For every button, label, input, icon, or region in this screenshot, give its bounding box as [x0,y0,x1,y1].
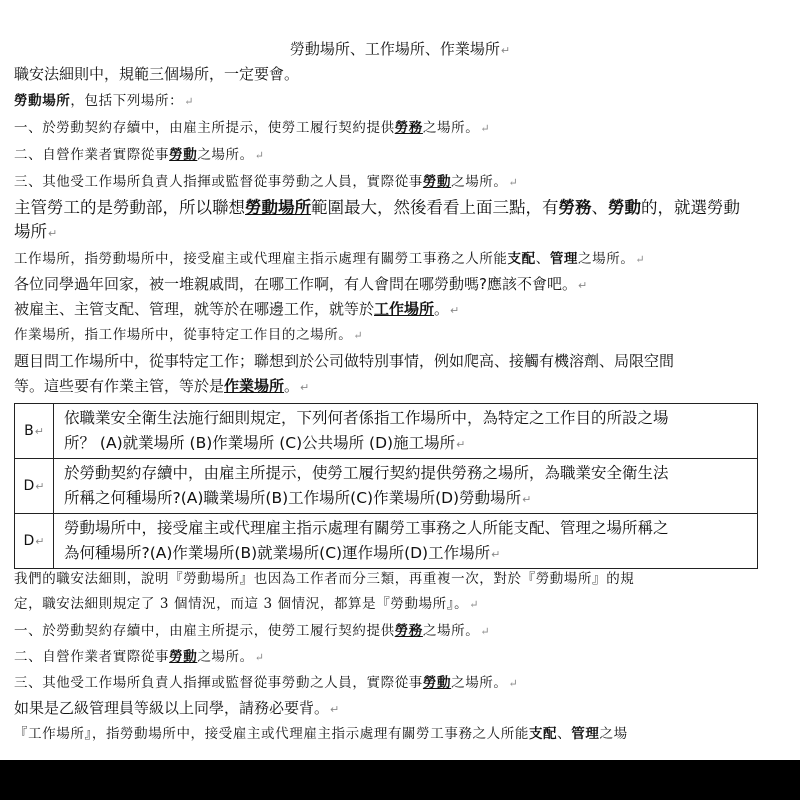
labor-item-1: 一、於勞動契約存續中，由雇主所提示，使勞工履行契約提供勞務之場所。↵ [14,120,491,136]
work-place-quote: 『工作場所』，指勞動場所中，接受雇主或代理雇主指示處理有關勞工事務之人所能支配、管理之場 [14,726,628,742]
answer-cell: D↵ [15,514,54,569]
question-cell: 勞動場所中，接受雇主或代理雇主指示處理有關勞工事務之人所能支配、管理之場所稱之 為何種場所?(A)作業場所(B)就業場所(C)運作場所(D)工作場所↵ [54,514,758,569]
labor-item-2: 二、自營作業者實際從事勞動之場所。↵ [14,147,265,163]
labor-item-repeat-1: 一、於勞動契約存續中，由雇主所提示，使勞工履行契約提供勞務之場所。↵ [14,623,491,639]
explain-work-line1: 各位同學過年回家，被一堆親戚問，在哪工作啊，有人會問在哪勞動嗎?應該不會吧。↵ [14,275,588,293]
paragraph-mark-icon: ↵ [500,44,511,57]
page-title: 勞動場所、工作場所、作業場所↵ [289,40,511,58]
recap-line2: 定，職安法細則規定了 3 個情況，而這 3 個情況，都算是『勞動場所』。↵ [14,596,480,612]
labor-item-repeat-3: 三、其他受工作場所負責人指揮或監督從事勞動之人員，實際從事勞動之場所。↵ [14,675,519,691]
labor-item-3: 三、其他受工作場所負責人指揮或監督從事勞動之人員，實際從事勞動之場所。↵ [14,174,519,190]
intro-text: 職安法細則中，規範三個場所，一定要會。 [14,65,300,83]
question-row [15,404,758,459]
work-place-definition: 工作場所，指勞動場所中，接受雇主或代理雇主指示處理有關勞工事務之人所能支配、管理之場所。↵ [14,251,646,267]
bottom-black-bar [0,760,800,800]
operation-place-definition: 作業場所，指工作場所中，從事特定工作目的之場所。↵ [14,327,364,343]
question-row [15,514,758,569]
question-cell: 於勞動契約存續中，由雇主所提示，使勞工履行契約提供勞務之場所，為職業安全衛生法 所稱之何種場所?(A)職業場所(B)工作場所(C)作業場所(D)勞動場所↵ [54,459,758,514]
level-b-note: 如果是乙級管理員等級以上同學，請務必要背。↵ [14,699,340,717]
labor-place-heading: 勞動場所，包括下列場所：↵ [14,93,195,109]
explain-labor-line1: 主管勞工的是勞動部，所以聯想勞動場所範圍最大，然後看看上面三點，有勞務、勞動的，就選勞動 [14,198,740,217]
question-row [15,459,758,514]
question-table [14,403,758,569]
explain-operation-line2: 等。這些要有作業主管，等於是作業場所。↵ [14,377,310,395]
explain-work-line2: 被雇主、主管支配、管理，就等於在哪邊工作，就等於工作場所。↵ [14,300,460,318]
answer-cell: B↵ [15,404,54,459]
answer-cell: D↵ [15,459,54,514]
labor-item-repeat-2: 二、自營作業者實際從事勞動之場所。↵ [14,649,265,665]
question-cell: 依職業安全衛生法施行細則規定，下列何者係指工作場所中，為特定之工作目的所設之場 所？ (A)就業場所 (B)作業場所 (C)公共場所 (D)施工場所↵ [54,404,758,459]
recap-line1: 我們的職安法細則，說明『勞動場所』也因為工作者而分三類，再重複一次，對於『勞動場所』的規 [14,571,635,587]
explain-labor-line2: 場所↵ [14,222,58,241]
explain-operation-line1: 題目問工作場所中，從事特定工作；聯想到於公司做特別事情，例如爬高、接觸有機溶劑、局限空間 [14,352,675,370]
